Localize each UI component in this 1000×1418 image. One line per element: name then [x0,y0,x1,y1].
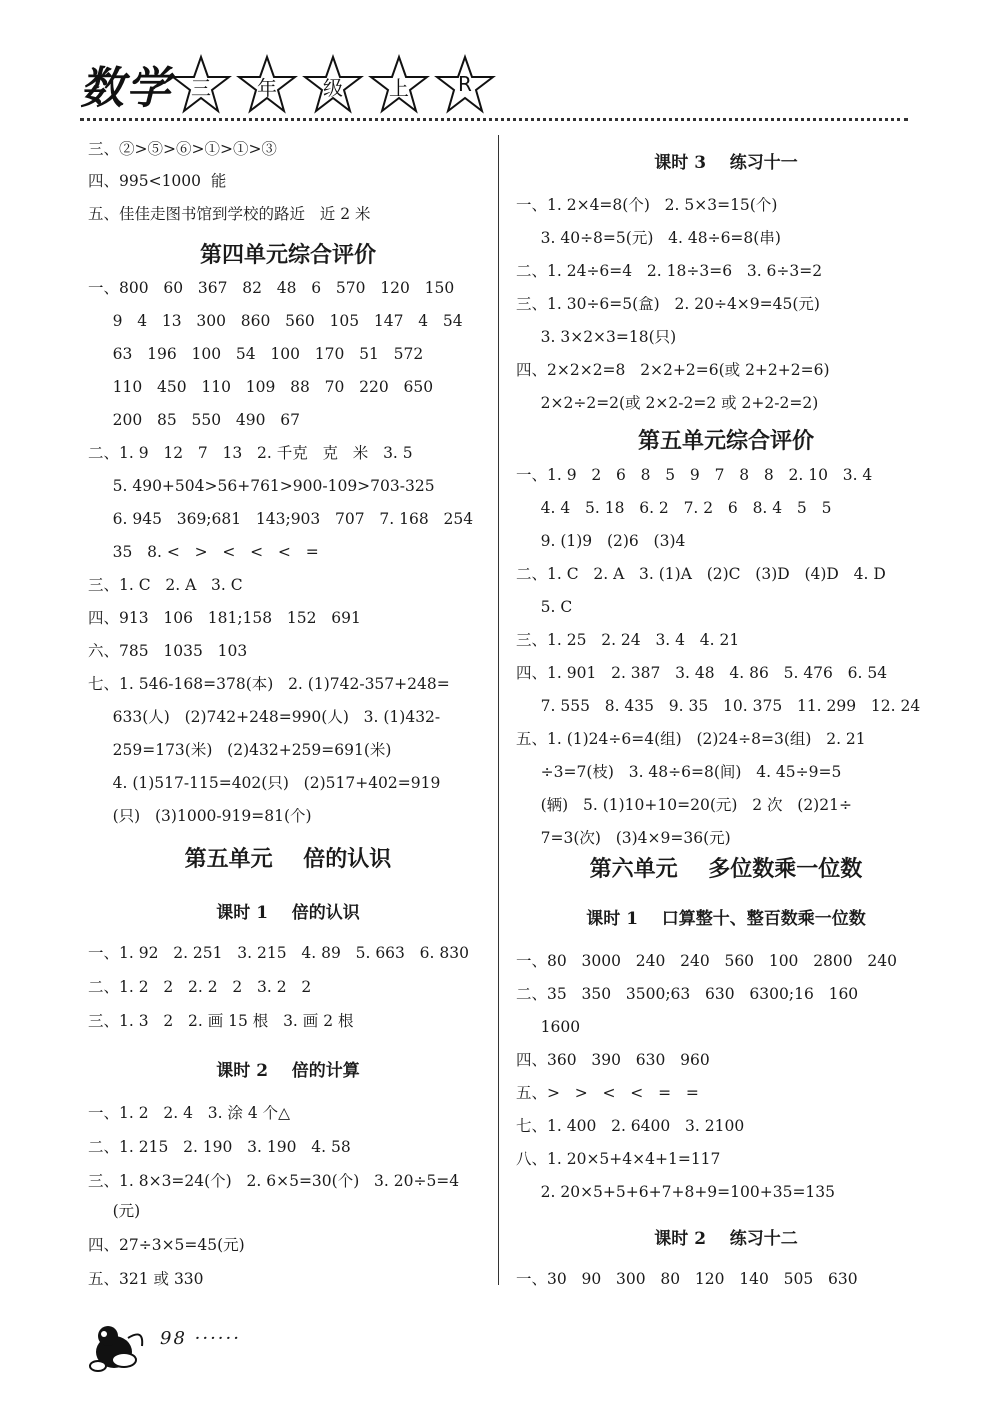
answer-line: 9. (1)9 (2)6 (3)4 [516,532,686,550]
answer-line: 二、1. 215 2. 190 3. 190 4. 58 [88,1138,351,1156]
lesson-title-3: 课时 3 练习十一 [654,153,798,173]
answer-line: (辆) 5. (1)10+10=20(元) 2 次 (2)21÷ [516,796,852,814]
answer-line: 110 450 110 109 88 70 220 650 [88,378,434,396]
answer-line: 二、1. 2 2 2. 2 2 3. 2 2 [88,978,312,996]
section-title-unit5-eval: 第五单元综合评价 [637,428,814,454]
answer-line: 三、1. 30÷6=5(盒) 2. 20÷4×9=45(元) [516,295,820,313]
answer-line: 3. 40÷8=5(元) 4. 48÷6=8(串) [516,229,781,247]
answer-line: (元) [88,1202,141,1220]
star-label-4: 上 [389,76,409,100]
page-number: 98 ······ [160,1328,241,1349]
answer-line: 5. C [516,598,573,616]
answer-line: 三、1. 25 2. 24 3. 4 4. 21 [516,631,740,649]
lesson-title-1: 课时 1 倍的认识 [216,903,360,923]
brand-title: 数学 [80,63,172,114]
lesson-title-2: 课时 2 倍的计算 [216,1061,360,1081]
star-label-3: 级 [323,76,343,100]
answer-line: 7=3(次) (3)4×9=36(元) [516,829,731,847]
answer-line: 七、1. 546-168=378(本) 2. (1)742-357+248= [88,675,450,693]
star-label-1: 三 [191,76,211,100]
section-title-unit4: 第四单元综合评价 [199,242,376,268]
star-badge-1 [170,54,232,116]
answer-line: 一、80 3000 240 240 560 100 2800 240 [516,952,898,970]
answer-line: 二、1. 9 12 7 13 2. 千克 克 米 3. 5 [88,444,413,462]
star-badge-5 [434,54,496,116]
answer-line: 五、321 或 330 [88,1270,204,1288]
header-dotted-divider [80,118,908,121]
answer-line: 二、35 350 3500;63 630 6300;16 160 [516,985,859,1003]
answer-line: 三、1. 8×3=24(个) 2. 6×5=30(个) 3. 20÷5=4 [88,1172,460,1190]
answer-line: 35 8. < > < < < = [88,543,319,561]
answer-line: 五、> > < < = = [516,1084,699,1102]
answer-line: 6. 945 369;681 143;903 707 7. 168 254 [88,510,474,528]
answer-line: 一、800 60 367 82 48 6 570 120 150 [88,279,455,297]
answer-line: 三、1. 3 2 2. 画 15 根 3. 画 2 根 [88,1012,354,1030]
answer-line: 3. 3×2×3=18(只) [516,328,677,346]
answer-line: 四、27÷3×5=45(元) [88,1236,245,1254]
answer-line: 一、1. 92 2. 251 3. 215 4. 89 5. 663 6. 830 [88,944,469,962]
page-footer [84,1318,304,1378]
answer-line: 259=173(米) (2)432+259=691(米) [88,741,392,759]
answer-line: 四、995<1000 能 [88,172,227,190]
answer-line: 二、1. C 2. A 3. (1)A (2)C (3)D (4)D 4. D [516,565,886,583]
answer-line: 63 196 100 54 100 170 51 572 [88,345,424,363]
star-badge-4 [368,54,430,116]
answer-line: 一、1. 2×4=8(个) 2. 5×3=15(个) [516,196,778,214]
answer-line: (只) (3)1000-919=81(个) [88,807,312,825]
answer-line: 5. 490+504>56+761>900-109>703-325 [88,477,435,495]
answer-line: 四、360 390 630 960 [516,1051,710,1069]
answer-line: ÷3=7(枝) 3. 48÷6=8(间) 4. 45÷9=5 [516,763,842,781]
star-badge-2 [236,54,298,116]
section-title-unit6: 第六单元 多位数乘一位数 [589,856,863,882]
answer-line: 三、1. C 2. A 3. C [88,576,243,594]
answer-line: 八、1. 20×5+4×4+1=117 [516,1150,721,1168]
page-header [70,52,930,122]
answer-line: 四、2×2×2=8 2×2+2=6(或 2+2+2=6) [516,361,830,379]
answer-line: 四、913 106 181;158 152 691 [88,609,361,627]
answer-line: 2. 20×5+5+6+7+8+9=100+35=135 [516,1183,836,1201]
section-title-unit5: 第五单元 倍的认识 [184,846,392,872]
answer-line: 7. 555 8. 435 9. 35 10. 375 11. 299 12. 24 [516,697,921,715]
lesson-title-6-2: 课时 2 练习十二 [654,1229,798,1249]
answer-line: 三、②>⑤>⑥>①>①>③ [88,140,277,158]
star-label-5: R [458,72,472,96]
answer-line: 五、1. (1)24÷6=4(组) (2)24÷8=3(组) 2. 21 [516,730,866,748]
mascot-icon [84,1318,154,1374]
answer-line: 9 4 13 300 860 560 105 147 4 54 [88,312,463,330]
answer-line: 七、1. 400 2. 6400 3. 2100 [516,1117,745,1135]
answer-line: 四、1. 901 2. 387 3. 48 4. 86 5. 476 6. 54 [516,664,888,682]
grade-stars [170,54,496,120]
answer-line: 2×2÷2=2(或 2×2-2=2 或 2+2-2=2) [516,394,819,412]
answer-line: 二、1. 24÷6=4 2. 18÷3=6 3. 6÷3=2 [516,262,823,280]
answer-line: 1600 [516,1018,581,1036]
answer-line: 4. (1)517-115=402(只) (2)517+402=919 [88,774,441,792]
star-label-2: 年 [257,76,277,100]
star-badge-3 [302,54,364,116]
lesson-title-6-1: 课时 1 口算整十、整百数乘一位数 [586,909,866,929]
column-divider [498,135,499,1285]
answer-line: 4. 4 5. 18 6. 2 7. 2 6 8. 4 5 5 [516,499,832,517]
answer-line: 200 85 550 490 67 [88,411,300,429]
answer-line: 一、30 90 300 80 120 140 505 630 [516,1270,858,1288]
answer-line: 一、1. 9 2 6 8 5 9 7 8 8 2. 10 3. 4 [516,466,873,484]
answer-line: 六、785 1035 103 [88,642,248,660]
answer-line: 633(人) (2)742+248=990(人) 3. (1)432- [88,708,441,726]
answer-line: 五、佳佳走图书馆到学校的路近 近 2 米 [88,205,371,223]
answer-line: 一、1. 2 2. 4 3. 涂 4 个△ [88,1104,291,1122]
